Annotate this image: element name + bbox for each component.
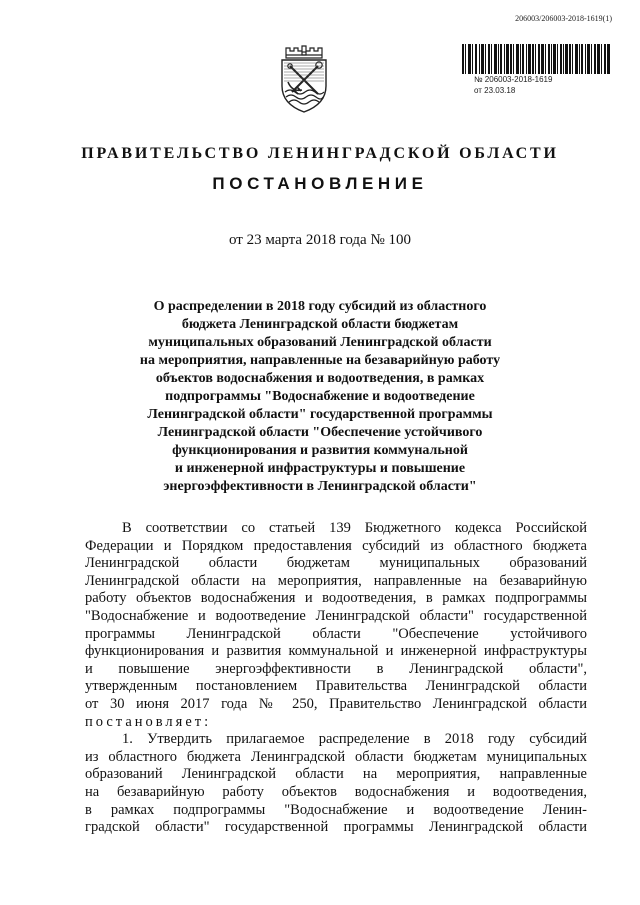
body-line: Федерации и Порядком предоставления субсидий из областного бюджета (85, 537, 587, 554)
registration-date: от 23.03.18 (474, 86, 516, 95)
body-line: градской области" государственной программы Ленинградской области (85, 819, 587, 836)
document-code: 206003/206003-2018-1619(1) (515, 14, 612, 23)
body-line: на безаварийную работу объектов водоснабжения и водоотведения, (85, 783, 587, 800)
body-line: из областного бюджета Ленинградской области бюджетам муниципальных (85, 748, 587, 765)
subject-line: энергоэффективности в Ленинградской области" (163, 479, 477, 494)
registration-block (462, 44, 612, 96)
body-line: 1. Утвердить прилагаемое распределение в 2018 году субсидий (122, 731, 587, 748)
subject-line: О распределении в 2018 году субсидий из областного (153, 299, 487, 314)
body-line: образований Ленинградской области на мероприятия, направленные (85, 766, 587, 783)
body-line: от 30 июня 2017 года № 250, Правительство Ленинградской области (85, 695, 587, 712)
document-date-number: от 23 марта 2018 года № 100 (228, 232, 412, 248)
document-subject (120, 298, 520, 496)
body-line: Ленинградской области бюджетам муниципальных образований (85, 555, 587, 572)
body-line: работу объектов водоснабжения и водоотведения, в рамках подпрограммы (85, 590, 587, 607)
body-line: Ленинградской области на мероприятия, направленные на безаварийную (85, 572, 587, 589)
body-line: и повышение энергоэффективности в Ленинградской области", (85, 660, 587, 677)
government-title: ПРАВИТЕЛЬСТВО ЛЕНИНГРАДСКОЙ ОБЛАСТИ (81, 145, 559, 162)
barcode (462, 44, 610, 74)
subject-line: объектов водоснабжения и водоотведения, в рамках (155, 371, 485, 386)
body-line: в рамках подпрограммы "Водоснабжение и водоотведение Ленин- (85, 801, 587, 818)
body-line: программы Ленинградской области "Обеспечение устойчивого (85, 625, 587, 642)
body-line: "Водоснабжение и водоотведение Ленинградской области" государственной (85, 607, 587, 624)
subject-line: бюджета Ленинградской области бюджетам (181, 317, 459, 332)
body-line: утвержденным постановлением Правительства Ленинградской области (85, 678, 587, 695)
body-line: постановляет: (85, 713, 212, 730)
registration-number: № 206003-2018-1619 (474, 75, 553, 84)
body-line: функционирования и развития коммунальной и инженерной инфраструктуры (85, 643, 587, 660)
document-type: ПОСТАНОВЛЕНИЕ (212, 174, 428, 193)
document-body (85, 520, 587, 837)
coat-of-arms-icon (278, 42, 330, 114)
subject-line: подпрограммы "Водоснабжение и водоотведение (165, 389, 475, 404)
subject-line: Ленинградской области" государственной программы (147, 407, 493, 422)
subject-line: муниципальных образований Ленинградской области (148, 335, 492, 350)
subject-line: функционирования и развития коммунальной (172, 443, 468, 458)
body-line: В соответствии со статьей 139 Бюджетного кодекса Российской (122, 520, 587, 536)
subject-line: на мероприятия, направленные на безаварийную работу (139, 353, 501, 368)
subject-line: и инженерной инфраструктуры и повышение (174, 461, 466, 476)
subject-line: Ленинградской области "Обеспечение устойчивого (157, 425, 483, 440)
